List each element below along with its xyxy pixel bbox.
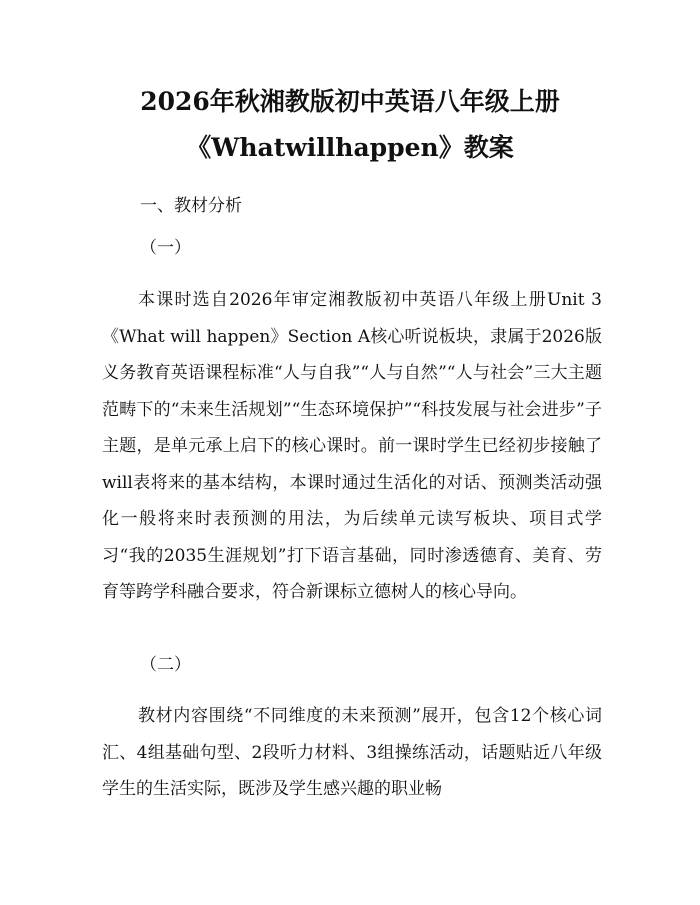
document-title-line-1: 2026年秋湘教版初中英语八年级上册 bbox=[140, 87, 560, 116]
document-title-line-2: 《Whatwillhappen》教案 bbox=[186, 133, 514, 162]
body-paragraph-2: 教材内容围绕“不同维度的未来预测”展开，包含12个核心词汇、4组基础句型、2段听力材料、3组操练活动，话题贴近八年级学生的生活实际，既涉及学生感兴趣的职业畅 bbox=[102, 706, 602, 799]
subsection-heading-2: （二） bbox=[140, 655, 191, 675]
section-heading-textbook-analysis: 一、教材分析 bbox=[140, 196, 242, 216]
subsection-heading-1: （一） bbox=[140, 238, 191, 258]
body-paragraph-1: 本课时选自2026年审定湘教版初中英语八年级上册Unit 3《What will happen》Section A核心听说板块，隶属于2026版义务教育英语课程标准“人与自我”“人与自然”“人与社会”三大主题范畴下的“未来生活规划”“生态环境保护”“科技发展与社会进步”子主题，是单元承上启下的核心课时。前一课时学生已经初步接触了will表将来的基本结构，本课时通过生活化的对话、预测类活动强化一般将来时表预测的用法，为后续单元读写板块、项目式学习“我的2035生涯规划”打下语言基础，同时渗透德育、美育、劳育等跨学科融合要求，符合新课标立德树人的核心导向。 bbox=[102, 290, 602, 602]
